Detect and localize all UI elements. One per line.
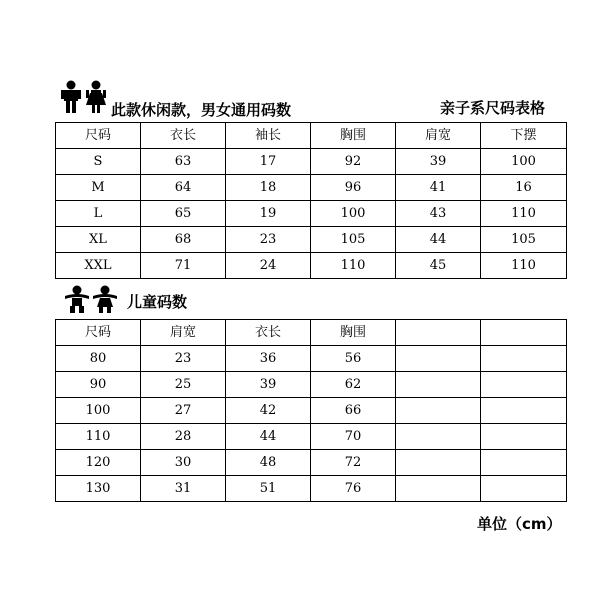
table-cell: 100 (481, 149, 567, 175)
table-row (56, 149, 567, 175)
table-cell (481, 372, 567, 398)
table-cell: 92 (311, 149, 396, 175)
kids-size-table-body (56, 320, 567, 502)
table-row (56, 346, 567, 372)
table-cell (481, 476, 567, 502)
table-header-row (56, 123, 567, 149)
table-cell: 96 (311, 175, 396, 201)
table-cell: 100 (56, 398, 141, 424)
table-row (56, 476, 567, 502)
table-cell: 17 (226, 149, 311, 175)
table-cell: 44 (396, 227, 481, 253)
table-cell: 41 (396, 175, 481, 201)
table-cell: 23 (141, 346, 226, 372)
boy-girl-icon (60, 80, 110, 114)
table-cell: 27 (141, 398, 226, 424)
table-cell (396, 398, 481, 424)
table-cell: L (56, 201, 141, 227)
kids-group-icon (63, 285, 123, 315)
table-cell (396, 424, 481, 450)
table-cell: S (56, 149, 141, 175)
adult-size-table (55, 122, 567, 279)
header-cell: 袖长 (226, 123, 311, 149)
table-row (56, 450, 567, 476)
table-cell (396, 372, 481, 398)
table-cell (396, 346, 481, 372)
table-cell: 18 (226, 175, 311, 201)
table-cell: 130 (56, 476, 141, 502)
table-cell: 120 (56, 450, 141, 476)
table-cell: 43 (396, 201, 481, 227)
kids-size-table (55, 319, 567, 502)
table-cell: XL (56, 227, 141, 253)
table-cell (396, 476, 481, 502)
table-cell: 42 (226, 398, 311, 424)
table-header-row (56, 320, 567, 346)
table-cell: 64 (141, 175, 226, 201)
table-cell: 110 (311, 253, 396, 279)
table-cell: 62 (311, 372, 396, 398)
table-cell: 56 (311, 346, 396, 372)
table-cell: 25 (141, 372, 226, 398)
table-cell: 110 (56, 424, 141, 450)
header-cell: 肩宽 (396, 123, 481, 149)
table-cell: 80 (56, 346, 141, 372)
table-cell: 24 (226, 253, 311, 279)
table-row (56, 372, 567, 398)
table-cell: 68 (141, 227, 226, 253)
table-row (56, 201, 567, 227)
table-cell: 36 (226, 346, 311, 372)
table-row (56, 253, 567, 279)
table-cell: M (56, 175, 141, 201)
table-cell (396, 450, 481, 476)
table-cell: 105 (481, 227, 567, 253)
header-cell: 尺码 (56, 320, 141, 346)
unit-label: 单位（cm） (477, 515, 562, 533)
table-cell: 66 (311, 398, 396, 424)
header-cell: 胸围 (311, 320, 396, 346)
table-row (56, 398, 567, 424)
header-cell: 下摆 (481, 123, 567, 149)
table-cell: 71 (141, 253, 226, 279)
size-chart-title: 亲子系尺码表格 (440, 99, 546, 117)
header-cell (396, 320, 481, 346)
adult-section-title: 此款休闲款，男女通用码数 (111, 101, 292, 119)
table-cell: 90 (56, 372, 141, 398)
table-row (56, 227, 567, 253)
header-cell: 衣长 (226, 320, 311, 346)
kids-section-title: 儿童码数 (127, 293, 188, 311)
header-cell: 尺码 (56, 123, 141, 149)
table-cell: 100 (311, 201, 396, 227)
header-cell: 胸围 (311, 123, 396, 149)
table-cell: 31 (141, 476, 226, 502)
table-cell: XXL (56, 253, 141, 279)
table-cell: 30 (141, 450, 226, 476)
table-cell: 19 (226, 201, 311, 227)
header-cell (481, 320, 567, 346)
table-cell: 48 (226, 450, 311, 476)
table-cell: 16 (481, 175, 567, 201)
table-cell (481, 424, 567, 450)
table-cell (481, 346, 567, 372)
table-cell: 51 (226, 476, 311, 502)
table-cell: 110 (481, 253, 567, 279)
table-cell: 110 (481, 201, 567, 227)
table-cell: 63 (141, 149, 226, 175)
table-cell: 72 (311, 450, 396, 476)
table-cell: 44 (226, 424, 311, 450)
table-cell: 65 (141, 201, 226, 227)
table-cell: 28 (141, 424, 226, 450)
table-row (56, 175, 567, 201)
header-cell: 衣长 (141, 123, 226, 149)
table-row (56, 424, 567, 450)
header-cell: 肩宽 (141, 320, 226, 346)
table-cell: 105 (311, 227, 396, 253)
table-cell (481, 398, 567, 424)
table-cell: 76 (311, 476, 396, 502)
table-cell: 45 (396, 253, 481, 279)
table-cell: 70 (311, 424, 396, 450)
table-cell: 39 (396, 149, 481, 175)
table-cell: 39 (226, 372, 311, 398)
table-cell (481, 450, 567, 476)
table-cell: 23 (226, 227, 311, 253)
adult-size-table-body (56, 123, 567, 279)
